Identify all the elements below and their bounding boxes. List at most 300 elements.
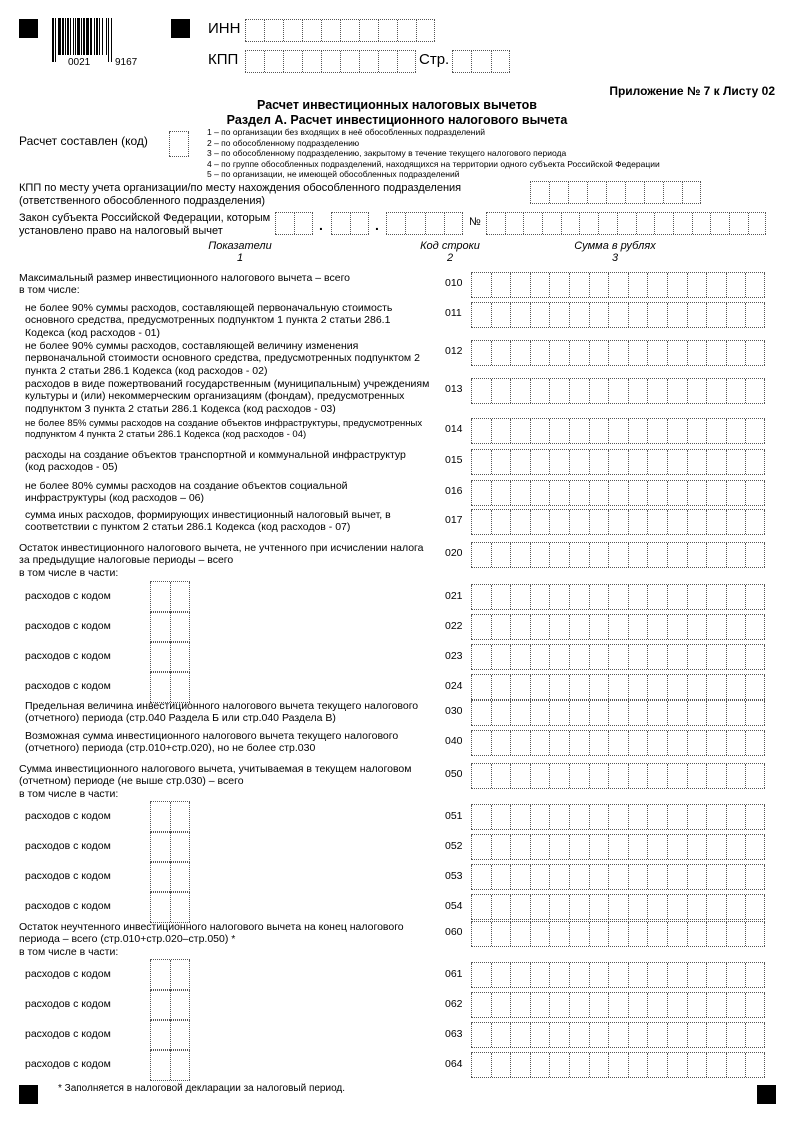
input-cell[interactable] (491, 543, 511, 567)
input-cell[interactable] (491, 303, 511, 327)
input-cell[interactable] (569, 865, 589, 889)
input-cell[interactable] (687, 764, 707, 788)
input-cell[interactable] (608, 341, 628, 365)
input-cell[interactable] (687, 645, 707, 669)
input-cell[interactable] (706, 993, 726, 1017)
input-cell[interactable] (505, 213, 524, 234)
input-cell[interactable] (471, 1023, 491, 1047)
input-cell[interactable] (726, 922, 746, 946)
input-cell[interactable] (340, 51, 359, 72)
input-cell[interactable] (471, 450, 491, 474)
input-cell[interactable] (510, 963, 530, 987)
input-cell[interactable] (726, 865, 746, 889)
input-cell[interactable] (667, 543, 687, 567)
input-cell[interactable] (569, 1023, 589, 1047)
input-cell[interactable] (549, 510, 569, 534)
input-cell[interactable] (569, 379, 589, 403)
input-cell[interactable] (491, 922, 511, 946)
input-cell[interactable] (647, 481, 667, 505)
sum-field[interactable] (471, 921, 765, 947)
input-cell[interactable] (471, 273, 491, 297)
input-cell[interactable] (491, 764, 511, 788)
expense-code-field[interactable] (150, 641, 190, 673)
input-cell[interactable] (569, 645, 589, 669)
input-cell[interactable] (706, 1023, 726, 1047)
sum-field[interactable] (471, 700, 765, 726)
input-cell[interactable] (150, 990, 170, 1020)
input-cell[interactable] (608, 543, 628, 567)
input-cell[interactable] (608, 303, 628, 327)
input-cell[interactable] (745, 341, 765, 365)
input-cell[interactable] (510, 993, 530, 1017)
input-cell[interactable] (491, 379, 511, 403)
input-cell[interactable] (549, 922, 569, 946)
input-cell[interactable] (378, 20, 397, 41)
input-cell[interactable] (510, 645, 530, 669)
input-cell[interactable] (647, 450, 667, 474)
expense-code-field[interactable] (150, 891, 190, 923)
input-cell[interactable] (748, 213, 767, 234)
input-cell[interactable] (745, 303, 765, 327)
input-cell[interactable] (687, 481, 707, 505)
input-cell[interactable] (745, 481, 765, 505)
input-cell[interactable] (628, 835, 648, 859)
law-date-day[interactable] (275, 212, 313, 235)
input-cell[interactable] (510, 835, 530, 859)
input-cell[interactable] (608, 481, 628, 505)
input-cell[interactable] (647, 615, 667, 639)
input-cell[interactable] (745, 922, 765, 946)
input-cell[interactable] (569, 419, 589, 443)
input-cell[interactable] (628, 379, 648, 403)
sum-field[interactable] (471, 962, 765, 988)
input-cell[interactable] (549, 481, 569, 505)
input-cell[interactable] (647, 273, 667, 297)
input-cell[interactable] (625, 182, 644, 203)
input-cell[interactable] (663, 182, 682, 203)
input-cell[interactable] (471, 615, 491, 639)
input-cell[interactable] (647, 303, 667, 327)
input-cell[interactable] (687, 805, 707, 829)
input-cell[interactable] (569, 303, 589, 327)
input-cell[interactable] (647, 645, 667, 669)
input-cell[interactable] (569, 481, 589, 505)
input-cell[interactable] (510, 419, 530, 443)
input-cell[interactable] (150, 1020, 170, 1050)
input-cell[interactable] (647, 341, 667, 365)
input-cell[interactable] (569, 701, 589, 725)
input-cell[interactable] (549, 701, 569, 725)
input-cell[interactable] (510, 922, 530, 946)
input-cell[interactable] (706, 419, 726, 443)
input-cell[interactable] (706, 341, 726, 365)
input-cell[interactable] (549, 895, 569, 919)
input-cell[interactable] (471, 895, 491, 919)
input-cell[interactable] (687, 731, 707, 755)
input-cell[interactable] (530, 303, 550, 327)
input-cell[interactable] (530, 865, 550, 889)
input-cell[interactable] (491, 993, 511, 1017)
input-cell[interactable] (745, 510, 765, 534)
input-cell[interactable] (510, 1053, 530, 1077)
input-cell[interactable] (589, 764, 609, 788)
input-cell[interactable] (444, 213, 463, 234)
input-cell[interactable] (589, 450, 609, 474)
input-cell[interactable] (510, 805, 530, 829)
sum-field[interactable] (471, 302, 765, 328)
input-cell[interactable] (486, 213, 505, 234)
input-cell[interactable] (491, 675, 511, 699)
input-cell[interactable] (471, 303, 491, 327)
input-cell[interactable] (667, 1053, 687, 1077)
kpp-place-field[interactable] (530, 181, 701, 204)
input-cell[interactable] (491, 510, 511, 534)
input-cell[interactable] (745, 1023, 765, 1047)
sum-field[interactable] (471, 480, 765, 506)
input-cell[interactable] (628, 805, 648, 829)
input-cell[interactable] (471, 731, 491, 755)
input-cell[interactable] (170, 642, 190, 672)
input-cell[interactable] (589, 963, 609, 987)
sum-field[interactable] (471, 584, 765, 610)
input-cell[interactable] (687, 1053, 707, 1077)
input-cell[interactable] (569, 963, 589, 987)
input-cell[interactable] (530, 543, 550, 567)
input-cell[interactable] (523, 213, 542, 234)
input-cell[interactable] (628, 419, 648, 443)
input-cell[interactable] (687, 993, 707, 1017)
input-cell[interactable] (530, 419, 550, 443)
input-cell[interactable] (530, 273, 550, 297)
input-cell[interactable] (561, 213, 580, 234)
input-cell[interactable] (510, 481, 530, 505)
input-cell[interactable] (667, 1023, 687, 1047)
input-cell[interactable] (667, 510, 687, 534)
input-cell[interactable] (667, 865, 687, 889)
input-cell[interactable] (667, 835, 687, 859)
input-cell[interactable] (569, 510, 589, 534)
input-cell[interactable] (530, 835, 550, 859)
input-cell[interactable] (471, 379, 491, 403)
input-cell[interactable] (726, 805, 746, 829)
input-cell[interactable] (589, 510, 609, 534)
input-cell[interactable] (706, 303, 726, 327)
input-cell[interactable] (569, 543, 589, 567)
input-cell[interactable] (530, 1053, 550, 1077)
input-cell[interactable] (510, 450, 530, 474)
input-cell[interactable] (706, 585, 726, 609)
input-cell[interactable] (706, 615, 726, 639)
input-cell[interactable] (628, 895, 648, 919)
input-cell[interactable] (687, 1023, 707, 1047)
input-cell[interactable] (745, 419, 765, 443)
input-cell[interactable] (608, 615, 628, 639)
input-cell[interactable] (170, 802, 190, 832)
input-cell[interactable] (745, 895, 765, 919)
input-cell[interactable] (647, 963, 667, 987)
input-cell[interactable] (549, 835, 569, 859)
input-cell[interactable] (549, 303, 569, 327)
expense-code-field[interactable] (150, 801, 190, 833)
input-cell[interactable] (745, 835, 765, 859)
input-cell[interactable] (687, 675, 707, 699)
input-cell[interactable] (491, 1023, 511, 1047)
input-cell[interactable] (706, 450, 726, 474)
input-cell[interactable] (745, 1053, 765, 1077)
input-cell[interactable] (530, 993, 550, 1017)
input-cell[interactable] (378, 51, 397, 72)
input-cell[interactable] (667, 481, 687, 505)
input-cell[interactable] (530, 450, 550, 474)
input-cell[interactable] (587, 182, 606, 203)
input-cell[interactable] (491, 963, 511, 987)
input-cell[interactable] (628, 510, 648, 534)
input-cell[interactable] (628, 273, 648, 297)
input-cell[interactable] (510, 510, 530, 534)
input-cell[interactable] (608, 645, 628, 669)
input-cell[interactable] (589, 585, 609, 609)
input-cell[interactable] (549, 865, 569, 889)
input-cell[interactable] (745, 543, 765, 567)
input-cell[interactable] (589, 615, 609, 639)
input-cell[interactable] (692, 213, 711, 234)
input-cell[interactable] (530, 1023, 550, 1047)
input-cell[interactable] (706, 273, 726, 297)
input-cell[interactable] (549, 805, 569, 829)
input-cell[interactable] (654, 213, 673, 234)
input-cell[interactable] (530, 585, 550, 609)
input-cell[interactable] (569, 1053, 589, 1077)
input-cell[interactable] (530, 645, 550, 669)
input-cell[interactable] (636, 213, 655, 234)
input-cell[interactable] (726, 303, 746, 327)
input-cell[interactable] (471, 1053, 491, 1077)
input-cell[interactable] (726, 419, 746, 443)
input-cell[interactable] (726, 543, 746, 567)
input-cell[interactable] (471, 341, 491, 365)
input-cell[interactable] (530, 731, 550, 755)
input-cell[interactable] (589, 805, 609, 829)
input-cell[interactable] (726, 481, 746, 505)
input-cell[interactable] (726, 510, 746, 534)
input-cell[interactable] (275, 213, 294, 234)
input-cell[interactable] (491, 805, 511, 829)
input-cell[interactable] (321, 20, 340, 41)
input-cell[interactable] (706, 963, 726, 987)
input-cell[interactable] (647, 419, 667, 443)
input-cell[interactable] (150, 612, 170, 642)
input-cell[interactable] (706, 764, 726, 788)
input-cell[interactable] (706, 645, 726, 669)
input-cell[interactable] (589, 701, 609, 725)
input-cell[interactable] (471, 701, 491, 725)
input-cell[interactable] (628, 645, 648, 669)
input-cell[interactable] (491, 701, 511, 725)
input-cell[interactable] (170, 862, 190, 892)
sum-field[interactable] (471, 763, 765, 789)
input-cell[interactable] (471, 963, 491, 987)
input-cell[interactable] (628, 731, 648, 755)
input-cell[interactable] (726, 895, 746, 919)
input-cell[interactable] (302, 51, 321, 72)
input-cell[interactable] (608, 895, 628, 919)
input-cell[interactable] (745, 379, 765, 403)
input-cell[interactable] (628, 341, 648, 365)
input-cell[interactable] (569, 922, 589, 946)
input-cell[interactable] (667, 379, 687, 403)
input-cell[interactable] (745, 865, 765, 889)
input-cell[interactable] (530, 895, 550, 919)
law-date-year[interactable] (386, 212, 463, 235)
input-cell[interactable] (647, 731, 667, 755)
expense-code-field[interactable] (150, 861, 190, 893)
input-cell[interactable] (549, 993, 569, 1017)
input-cell[interactable] (549, 379, 569, 403)
input-cell[interactable] (726, 341, 746, 365)
input-cell[interactable] (687, 543, 707, 567)
input-cell[interactable] (628, 543, 648, 567)
input-cell[interactable] (569, 731, 589, 755)
input-cell[interactable] (283, 51, 302, 72)
sum-field[interactable] (471, 378, 765, 404)
input-cell[interactable] (569, 805, 589, 829)
input-cell[interactable] (726, 1023, 746, 1047)
input-cell[interactable] (549, 273, 569, 297)
input-cell[interactable] (667, 701, 687, 725)
input-cell[interactable] (706, 379, 726, 403)
input-cell[interactable] (510, 585, 530, 609)
input-cell[interactable] (549, 1023, 569, 1047)
input-cell[interactable] (706, 701, 726, 725)
input-cell[interactable] (667, 731, 687, 755)
sum-field[interactable] (471, 1052, 765, 1078)
input-cell[interactable] (170, 612, 190, 642)
sum-field[interactable] (471, 674, 765, 700)
input-cell[interactable] (667, 675, 687, 699)
input-cell[interactable] (726, 273, 746, 297)
input-cell[interactable] (628, 701, 648, 725)
input-cell[interactable] (471, 835, 491, 859)
input-cell[interactable] (687, 963, 707, 987)
input-cell[interactable] (667, 585, 687, 609)
input-cell[interactable] (706, 675, 726, 699)
input-cell[interactable] (667, 419, 687, 443)
input-cell[interactable] (471, 645, 491, 669)
input-cell[interactable] (169, 132, 189, 156)
input-cell[interactable] (491, 450, 511, 474)
sum-field[interactable] (471, 992, 765, 1018)
input-cell[interactable] (647, 701, 667, 725)
law-date-month[interactable] (331, 212, 369, 235)
input-cell[interactable] (726, 963, 746, 987)
input-cell[interactable] (687, 303, 707, 327)
input-cell[interactable] (628, 963, 648, 987)
input-cell[interactable] (647, 1023, 667, 1047)
input-cell[interactable] (628, 865, 648, 889)
sum-field[interactable] (471, 834, 765, 860)
input-cell[interactable] (608, 379, 628, 403)
input-cell[interactable] (687, 585, 707, 609)
expense-code-field[interactable] (150, 1049, 190, 1081)
input-cell[interactable] (706, 510, 726, 534)
input-cell[interactable] (647, 585, 667, 609)
expense-code-field[interactable] (150, 989, 190, 1021)
input-cell[interactable] (302, 20, 321, 41)
input-cell[interactable] (647, 379, 667, 403)
input-cell[interactable] (687, 450, 707, 474)
input-cell[interactable] (667, 805, 687, 829)
input-cell[interactable] (745, 615, 765, 639)
input-cell[interactable] (510, 895, 530, 919)
inn-field[interactable] (245, 19, 435, 42)
input-cell[interactable] (745, 993, 765, 1017)
input-cell[interactable] (687, 273, 707, 297)
kpp-field[interactable] (245, 50, 416, 73)
input-cell[interactable] (667, 963, 687, 987)
input-cell[interactable] (491, 895, 511, 919)
input-cell[interactable] (569, 895, 589, 919)
input-cell[interactable] (359, 51, 378, 72)
input-cell[interactable] (530, 615, 550, 639)
input-cell[interactable] (530, 963, 550, 987)
input-cell[interactable] (150, 862, 170, 892)
input-cell[interactable] (706, 543, 726, 567)
input-cell[interactable] (569, 273, 589, 297)
input-cell[interactable] (647, 543, 667, 567)
input-cell[interactable] (530, 182, 549, 203)
input-cell[interactable] (530, 510, 550, 534)
input-cell[interactable] (549, 543, 569, 567)
input-cell[interactable] (687, 835, 707, 859)
input-cell[interactable] (471, 419, 491, 443)
input-cell[interactable] (726, 701, 746, 725)
input-cell[interactable] (589, 1053, 609, 1077)
input-cell[interactable] (589, 303, 609, 327)
input-cell[interactable] (745, 675, 765, 699)
input-cell[interactable] (491, 273, 511, 297)
input-cell[interactable] (687, 895, 707, 919)
input-cell[interactable] (150, 1050, 170, 1080)
input-cell[interactable] (170, 582, 190, 612)
input-cell[interactable] (706, 805, 726, 829)
input-cell[interactable] (706, 922, 726, 946)
sum-field[interactable] (471, 644, 765, 670)
input-cell[interactable] (726, 764, 746, 788)
input-cell[interactable] (608, 835, 628, 859)
sum-field[interactable] (471, 864, 765, 890)
input-cell[interactable] (510, 1023, 530, 1047)
input-cell[interactable] (745, 645, 765, 669)
input-cell[interactable] (706, 481, 726, 505)
input-cell[interactable] (598, 213, 617, 234)
input-cell[interactable] (549, 675, 569, 699)
input-cell[interactable] (589, 675, 609, 699)
input-cell[interactable] (510, 865, 530, 889)
input-cell[interactable] (589, 341, 609, 365)
input-cell[interactable] (667, 993, 687, 1017)
input-cell[interactable] (150, 832, 170, 862)
input-cell[interactable] (150, 802, 170, 832)
input-cell[interactable] (589, 273, 609, 297)
input-cell[interactable] (386, 213, 405, 234)
input-cell[interactable] (608, 675, 628, 699)
input-cell[interactable] (170, 990, 190, 1020)
input-cell[interactable] (682, 182, 701, 203)
input-cell[interactable] (491, 835, 511, 859)
input-cell[interactable] (471, 993, 491, 1017)
expense-code-field[interactable] (150, 831, 190, 863)
input-cell[interactable] (706, 1053, 726, 1077)
